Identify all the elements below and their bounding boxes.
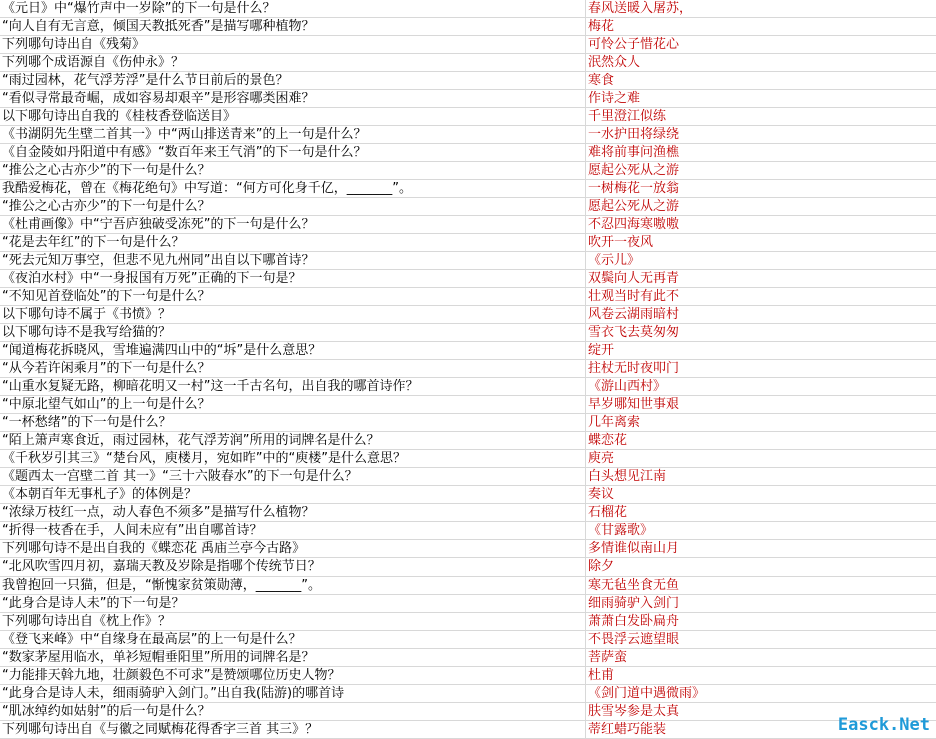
answer-cell: 绽开 — [586, 342, 936, 360]
question-cell: 下列哪句诗出自《与徽之同赋梅花得香字三首 其三》？ — [0, 720, 586, 738]
table-row — [0, 36, 936, 54]
table-row — [0, 18, 936, 36]
question-cell: 下列哪个成语源自《伤仲永》？ — [0, 54, 586, 72]
answer-cell: 奏议 — [586, 486, 936, 504]
table-row — [0, 396, 936, 414]
question-cell: “向人自有无言意，倾国天教抵死香”是描写哪种植物？ — [0, 18, 586, 36]
answer-cell: 菩萨蛮 — [586, 648, 936, 666]
table-row — [0, 198, 936, 216]
question-cell: “推公之心古亦少”的下一句是什么？ — [0, 162, 586, 180]
question-cell: 下列哪句诗出自《枕上作》？ — [0, 612, 586, 630]
question-cell: 《千秋岁引其三》“楚台风，庾楼月，宛如昨”中的“庾楼”是什么意思？ — [0, 450, 586, 468]
answer-cell: 风卷云湖雨暗村 — [586, 306, 936, 324]
table-row — [0, 522, 936, 540]
answer-cell: 《示儿》 — [586, 252, 936, 270]
question-cell: “肌冰绰约如姑射”的后一句是什么？ — [0, 702, 586, 720]
answer-cell: 不畏浮云遮望眼 — [586, 630, 936, 648]
table-row — [0, 306, 936, 324]
answer-cell: 愿起公死从之游 — [586, 198, 936, 216]
question-cell: 以下哪句诗不属于《书愤》？ — [0, 306, 586, 324]
table-row — [0, 108, 936, 126]
table-row — [0, 90, 936, 108]
question-cell: “浓绿万枝红一点，动人春色不须多”是描写什么植物？ — [0, 504, 586, 522]
table-row — [0, 414, 936, 432]
question-cell: “一杯愁绪”的下一句是什么？ — [0, 414, 586, 432]
question-cell: 《杜甫画像》中“宁吾庐独破受冻死”的下一句是什么？ — [0, 216, 586, 234]
question-cell: 下列哪句诗不是出自我的《蝶恋花 禹庙兰亭今古路》 — [0, 540, 586, 558]
question-cell: “数家茅屋用临水，单衫短帽垂阳里”所用的词牌名是？ — [0, 648, 586, 666]
table-row — [0, 180, 936, 198]
answer-cell: 庾亮 — [586, 450, 936, 468]
answer-cell: 春风送暖入屠苏， — [586, 0, 936, 18]
question-cell: “闻道梅花拆晓风，雪堆遍满四山中的“坼”是什么意思？ — [0, 342, 586, 360]
table-row — [0, 270, 936, 288]
answer-cell: 寒无毡坐食无鱼 — [586, 576, 936, 594]
table-row — [0, 612, 936, 630]
table-row — [0, 234, 936, 252]
answer-cell: 拄杖无时夜叩门 — [586, 360, 936, 378]
question-cell: “此身合是诗人未，细雨骑驴入剑门。”出自我(陆游)的哪首诗 — [0, 684, 586, 702]
table-row — [0, 504, 936, 522]
table-row — [0, 162, 936, 180]
question-cell: 《书湖阴先生壁二首其一》中“两山排送青来”的上一句是什么？ — [0, 126, 586, 144]
answer-cell: 蒂红蜡巧能装 — [586, 720, 936, 738]
question-cell: 我曾抱回一只猫，但是，“惭愧家贫策勋薄，_______”。 — [0, 576, 586, 594]
answer-cell: 《甘露歌》 — [586, 522, 936, 540]
answer-cell: 吹开一夜风 — [586, 234, 936, 252]
question-cell: “从今若许闲乘月”的下一句是什么？ — [0, 360, 586, 378]
answer-cell: 泯然众人 — [586, 54, 936, 72]
question-cell: 以下哪句诗不是我写给猫的？ — [0, 324, 586, 342]
question-cell: “北风吹雪四月初，嘉瑞天教及岁除是指哪个传统节日？ — [0, 558, 586, 576]
answer-cell: 白头想见江南 — [586, 468, 936, 486]
table-row — [0, 72, 936, 90]
answer-cell: 双鬓向人无再青 — [586, 270, 936, 288]
answer-cell: 一树梅花一放翁 — [586, 180, 936, 198]
answer-cell: 可怜公子惜花心 — [586, 36, 936, 54]
table-row — [0, 648, 936, 666]
question-cell: 《夜泊水村》中“一身报国有万死”正确的下一句是？ — [0, 270, 586, 288]
table-row — [0, 54, 936, 72]
table-row — [0, 486, 936, 504]
table-row — [0, 324, 936, 342]
question-cell: “死去元知万事空，但悲不见九州同”出自以下哪首诗？ — [0, 252, 586, 270]
table-row — [0, 702, 936, 720]
question-cell: 《登飞来峰》中“自缘身在最高层”的上一句是什么？ — [0, 630, 586, 648]
question-cell: “花是去年红”的下一句是什么？ — [0, 234, 586, 252]
watermark-text: Easck.Net — [837, 715, 930, 735]
table-row — [0, 540, 936, 558]
question-cell: “看似寻常最奇崛，成如容易却艰辛”是形容哪类困难？ — [0, 90, 586, 108]
table-row — [0, 252, 936, 270]
answer-cell: 《游山西村》 — [586, 378, 936, 396]
question-cell: “此身合是诗人未”的下一句是？ — [0, 594, 586, 612]
table-row — [0, 432, 936, 450]
table-row — [0, 216, 936, 234]
answer-cell: 壮观当时有此不 — [586, 288, 936, 306]
answer-cell: 不忍四海寒嗷嗷 — [586, 216, 936, 234]
table-row — [0, 0, 936, 18]
table-row — [0, 558, 936, 576]
table-row — [0, 126, 936, 144]
table-row — [0, 360, 936, 378]
answer-cell: 石榴花 — [586, 504, 936, 522]
table-row — [0, 468, 936, 486]
table-row — [0, 576, 936, 594]
answer-cell: 千里澄江似练 — [586, 108, 936, 126]
answer-cell: 早岁哪知世事艰 — [586, 396, 936, 414]
answer-cell: 蝶恋花 — [586, 432, 936, 450]
answer-cell: 几年离索 — [586, 414, 936, 432]
answer-cell: 《剑门道中遇微雨》 — [586, 684, 936, 702]
question-cell: “力能排天斡九地，壮颜毅色不可求”是赞颂哪位历史人物？ — [0, 666, 586, 684]
question-cell: 《自金陵如丹阳道中有感》“数百年来王气消”的下一句是什么？ — [0, 144, 586, 162]
table-row — [0, 144, 936, 162]
question-cell: 《元日》中“爆竹声中一岁除”的下一句是什么？ — [0, 0, 586, 18]
answer-cell: 多情谁似南山月 — [586, 540, 936, 558]
question-cell: 我酷爱梅花，曾在《梅花绝句》中写道：“何方可化身千亿，_______”。 — [0, 180, 586, 198]
answer-cell: 难将前事问渔樵 — [586, 144, 936, 162]
answer-cell: 萧萧白发卧扁舟 — [586, 612, 936, 630]
table-row — [0, 666, 936, 684]
table-row — [0, 288, 936, 306]
table-row — [0, 378, 936, 396]
answer-cell: 作诗之难 — [586, 90, 936, 108]
question-cell: “不知见首登临处”的下一句是什么？ — [0, 288, 586, 306]
answer-cell: 杜甫 — [586, 666, 936, 684]
question-cell: 以下哪句诗出自我的《桂枝香登临送目》 — [0, 108, 586, 126]
question-cell: 《本朝百年无事札子》的体例是？ — [0, 486, 586, 504]
question-cell: 《题西太一宫壁二首 其一》“三十六陂春水”的下一句是什么？ — [0, 468, 586, 486]
question-cell: “中原北望气如山”的上一句是什么？ — [0, 396, 586, 414]
question-cell: “折得一枝香在手，人间未应有”出自哪首诗？ — [0, 522, 586, 540]
answer-cell: 梅花 — [586, 18, 936, 36]
question-cell: “推公之心古亦少”的下一句是什么？ — [0, 198, 586, 216]
answer-cell: 除夕 — [586, 558, 936, 576]
answer-cell: 愿起公死从之游 — [586, 162, 936, 180]
answer-cell: 细雨骑驴入剑门 — [586, 594, 936, 612]
answer-cell: 一水护田将绿绕 — [586, 126, 936, 144]
table-row — [0, 450, 936, 468]
table-row — [0, 720, 936, 738]
question-cell: “陌上箫声寒食近，雨过园林，花气浮芳润”所用的词牌名是什么？ — [0, 432, 586, 450]
table-row — [0, 630, 936, 648]
answer-cell: 肤雪岑参是太真 — [586, 702, 936, 720]
question-cell: “雨过园林，花气浮芳浮”是什么节日前后的景色？ — [0, 72, 586, 90]
answer-cell: 雪衣飞去莫匆匆 — [586, 324, 936, 342]
table-row — [0, 684, 936, 702]
table-row — [0, 594, 936, 612]
table-row — [0, 342, 936, 360]
question-cell: 下列哪句诗出自《残菊》 — [0, 36, 586, 54]
answer-cell: 寒食 — [586, 72, 936, 90]
question-cell: “山重水复疑无路，柳暗花明又一村”这一千古名句，出自我的哪首诗作？ — [0, 378, 586, 396]
